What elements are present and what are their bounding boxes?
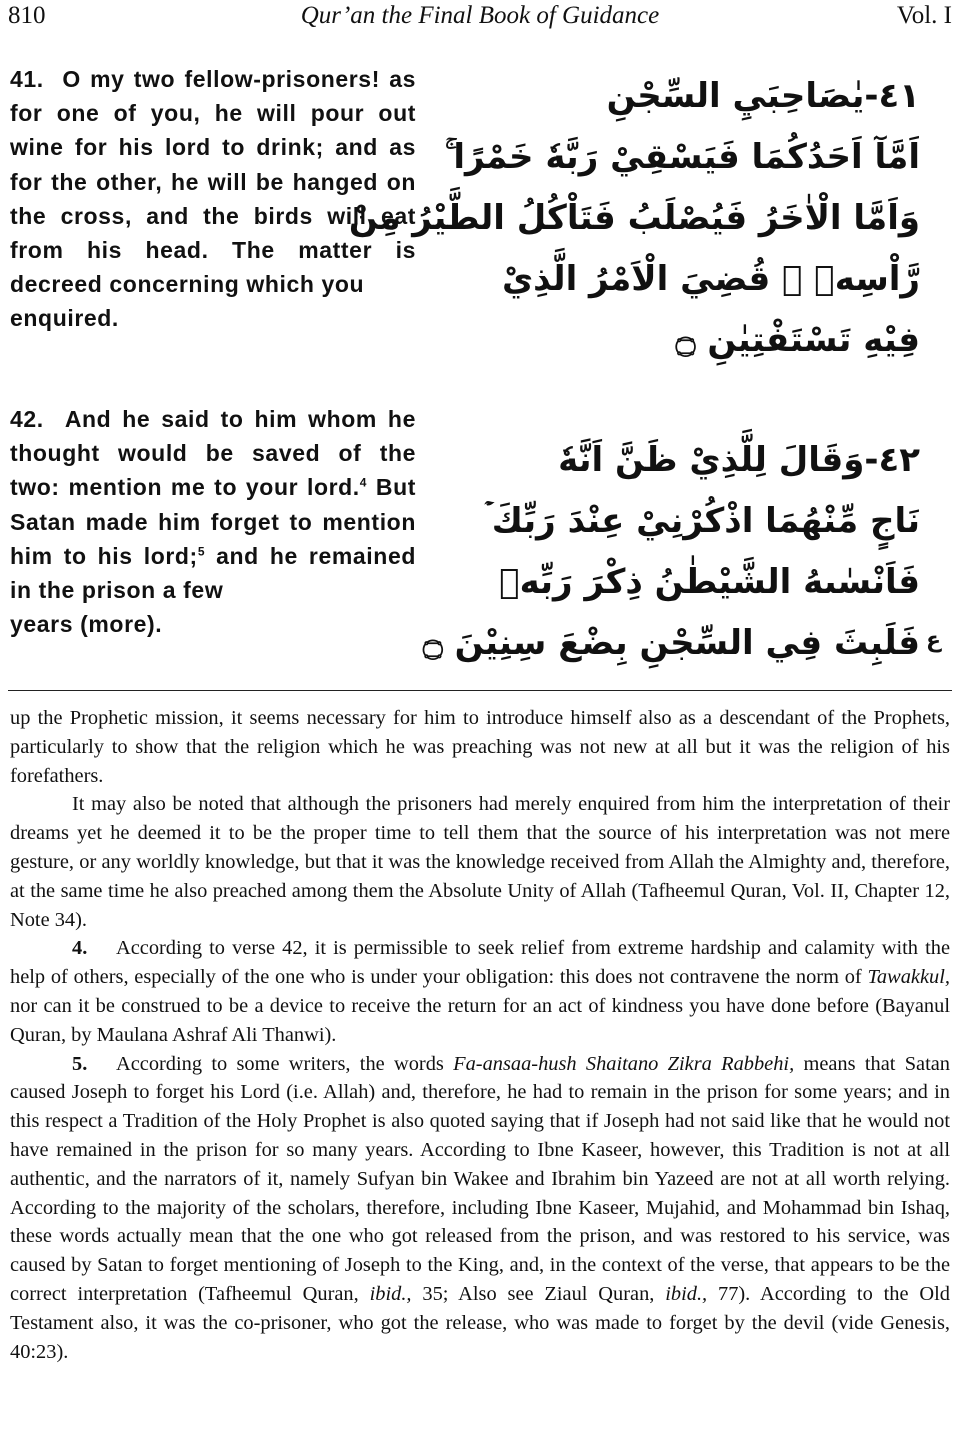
footnote-ref-4[interactable]: 4: [359, 475, 368, 490]
commentary-notes: [10, 704, 950, 1366]
note-4-number: 4.: [72, 937, 88, 960]
arabic-line: وَاَمَّا الْاٰخَرُ فَيُصْلَبُ فَتَاْكُلُ الطَّيْرُ مِنْ: [348, 198, 920, 238]
ruku-mark: ع: [926, 628, 942, 653]
verse-41-number: 41.: [10, 66, 44, 92]
verse-42-last-line: years (more).: [10, 611, 163, 638]
volume-label: Vol. I: [896, 2, 952, 29]
note-paragraph: It may also be noted that although the prisoners had merely enquired from him the interpretation of their dreams yet he deemed it to be the proper time to tell them that the source of his interpretation was not mere gesture, or any worldly knowledge, but that it was the knowledge received from Allah the Almighty and, therefore, at the same time he also preached among them the Absolute Unity of Allah (Tafheemul Quran, Vol. II, Chapter 12, Note 34).: [10, 793, 950, 931]
note-continuation: up the Prophetic mission, it seems necessary for him to introduce himself also as a descendant of the Prophets, particularly to show that the religion which he was preaching was not new at all but it was the religion of his forefathers.: [10, 707, 950, 787]
verse-42-text-a: And he said to him whom he thought would be saved of the two: mention me to your lord.: [10, 406, 416, 501]
note-5-text-c: 35; Also see Ziaul Quran,: [411, 1282, 666, 1305]
note-5: [10, 1050, 950, 1367]
arabic-line: نَاجٍ مِّنْهُمَا اذْكُرْنِيْ عِنْدَ رَبِّكَ ۡ: [483, 501, 920, 541]
note-5-ibid-1: ibid.,: [369, 1282, 412, 1305]
note-5-text-d: 77). According to the Old Testament also, it was the co-prisoner, who got the release, who was made to forget by the devil (vide Genesis, 40:23).: [10, 1282, 950, 1363]
verse-41-text: O my two fellow-prisoners! as for one of you, he will pour out wine for his lord to drink; and as for the other, he will be hanged on the cross, and the birds will eat from his head. The matter is decreed concerning which you: [10, 66, 417, 298]
verse-41-arabic: [348, 66, 920, 371]
verse-41-body: [10, 62, 416, 301]
verse-41-last-line: enquired.: [10, 305, 119, 332]
note-5-ibid-2: ibid.,: [665, 1282, 708, 1305]
running-header: [8, 2, 952, 36]
note-4: [10, 934, 950, 1049]
verse-42-number: 42.: [10, 406, 44, 432]
note-4-text-a: According to verse 42, it is permissible to seek relief from extreme hardship and calamity with the help of others, especially of the one who is under your obligation: this does not contravene the norm of: [10, 937, 950, 989]
arabic-line: رَّاْسِهٖ ۭ قُضِيَ الْاَمْرُ الَّذِيْ: [502, 259, 920, 299]
arabic-line: ٤١-يٰصَاحِبَيِ السِّجْنِ: [606, 76, 920, 116]
book-title: Qur’an the Final Book of Guidance: [300, 2, 660, 29]
verse-42-arabic: [422, 430, 920, 674]
verse-42-body: [10, 402, 416, 607]
note-5-text-b: means that Satan caused Joseph to forget his Lord (i.e. Allah) and, therefore, he had to remain in the prison for some years; and in this respect a Tradition of the Holy Prophet is also quoted saying that if Joseph had not said like that he would not have remained in the prison for so many years. According to Ibne Kaseer, however, this Tradition is not at all authentic, and the narrators of it, namely Sufyan bin Wakee and Ibrahim bin Yazeed are not at all worth relying. According to the majority of the scholars, therefore, including Ibne Kaseer, Mujahid, and Mohammad bin Ishaq, these words actually mean that the one who got released from the prison, and was restored to his service, was caused by Satan to forget mentioning of Joseph to the King, and, in the context of the verse, that appears to be the correct interpretation (Tafheemul Quran,: [10, 1052, 950, 1305]
verse-42-translation: [10, 402, 416, 641]
note-4-text-b: nor can it be construed to be a device to receive the return for an act of kindness you have done before (Bayanul Quran, by Maulana Ashraf Ali Thanwi).: [10, 994, 950, 1046]
page-number: 810: [8, 2, 46, 29]
footnote-ref-5[interactable]: 5: [197, 544, 206, 559]
verse-42-text-b: But Satan made him forget to mention him to his lord;: [10, 474, 417, 569]
arabic-line: فِيْهِ تَسْتَفْتِيٰنِ ۝: [675, 320, 920, 360]
note-5-number: 5.: [72, 1052, 88, 1075]
arabic-line: ٤٢-وَقَالَ لِلَّذِيْ ظَنَّ اَنَّهٗ: [558, 440, 920, 480]
section-divider: [8, 690, 952, 691]
note-5-text-a: According to some writers, the words: [116, 1052, 454, 1075]
verse-42-text-c: and he remained in the prison a few: [10, 542, 416, 604]
arabic-line: اَمَّآ اَحَدُكُمَا فَيَسْقِيْ رَبَّهٗ خَمْرًا ۚ: [444, 137, 920, 177]
arabic-line: فَاَنْسٰىهُ الشَّيْطٰنُ ذِكْرَ رَبِّهٖ: [499, 562, 920, 602]
note-4-term: Tawakkul,: [867, 966, 950, 989]
note-5-phrase: Fa-ansaa-hush Shaitano Zikra Rabbehi,: [453, 1052, 795, 1075]
arabic-line: فَلَبِثَ فِي السِّجْنِ بِضْعَ سِنِيْنَ ۝: [422, 623, 920, 663]
